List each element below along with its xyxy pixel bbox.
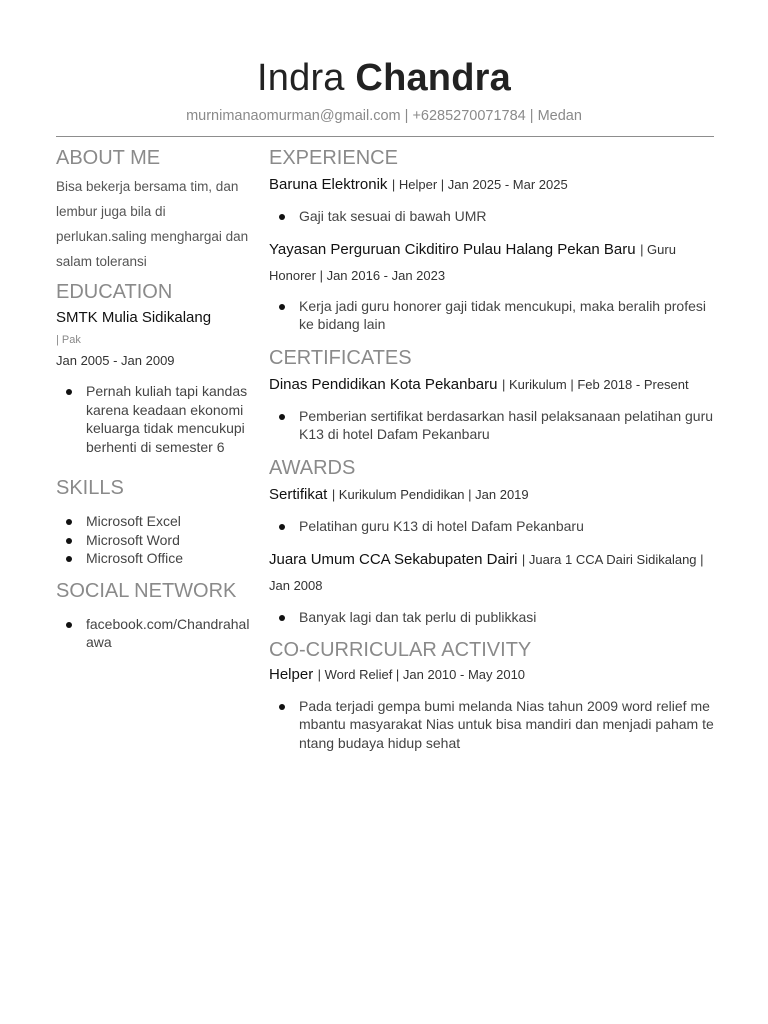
section-title-education: EDUCATION <box>56 281 173 303</box>
section-title-social: SOCIAL NETWORK <box>56 579 237 602</box>
experience-section <box>269 146 715 334</box>
section-title-skills: SKILLS <box>56 477 124 499</box>
social-section <box>56 579 256 652</box>
list-item: Pelatihan guru K13 di hotel Dafam Pekanbaru <box>269 517 715 536</box>
social-list <box>56 615 256 652</box>
contact-line: murnimanaomurman@gmail.com | +6285270071784 | Medan <box>186 108 582 124</box>
list-item: Microsoft Word <box>56 531 256 550</box>
entry-bullets <box>269 207 715 226</box>
skills-section <box>56 476 256 568</box>
entry-org: Yayasan Perguruan Cikditiro Pulau Halang Pekan Baru <box>269 240 636 258</box>
experience-entry <box>269 237 715 289</box>
list-item: Gaji tak sesuai di bawah UMR <box>269 207 715 226</box>
entry-meta: | Word Relief | Jan 2010 - May 2010 <box>317 666 526 682</box>
list-item: Banyak lagi dan tak perlu di publikkasi <box>269 608 715 627</box>
entry-meta: | Kurikulum Pendidikan | Jan 2019 <box>331 486 529 502</box>
about-section <box>56 146 256 274</box>
education-dates: Jan 2005 - Jan 2009 <box>56 353 175 368</box>
entry-org: Juara Umum CCA Sekabupaten Dairi <box>269 551 518 568</box>
section-title-about: ABOUT ME <box>56 147 161 169</box>
award-entry <box>269 484 715 505</box>
education-bullets <box>56 382 256 456</box>
right-column <box>269 146 715 752</box>
candidate-name <box>0 56 768 100</box>
section-title-cocurricular: CO-CURRICULAR ACTIVITY <box>269 638 532 661</box>
education-note: | Pak <box>56 334 81 346</box>
entry-meta: | Juara 1 CCA Dairi Sidikalang | Jan 2008 <box>269 552 704 593</box>
entry-meta: | Guru Honorer | Jan 2016 - Jan 2023 <box>269 241 676 283</box>
first-name: Indra <box>257 57 345 99</box>
list-item: Kerja jadi guru honorer gaji tidak mencukupi, maka beralih profesi ke bidang lain <box>269 297 715 334</box>
list-item: Pernah kuliah tapi kandas karena keadaan ekonomi keluarga tidak mencukupi berhenti di semester 6 <box>56 382 256 456</box>
section-title-certificates: CERTIFICATES <box>269 346 412 369</box>
entry-bullets <box>269 297 715 334</box>
resume-header <box>0 56 768 124</box>
certificate-entry <box>269 372 715 398</box>
header-divider <box>56 136 714 137</box>
entry-meta: | Helper | Jan 2025 - Mar 2025 <box>391 177 568 192</box>
list-item: Microsoft Excel <box>56 512 256 531</box>
entry-bullets <box>269 608 715 627</box>
entry-org: Sertifikat <box>269 485 328 503</box>
education-school: SMTK Mulia Sidikalang <box>56 309 212 326</box>
awards-section <box>269 456 715 627</box>
last-name: Chandra <box>355 57 511 99</box>
list-item: Pemberian sertifikat berdasarkan hasil pelaksanaan pelatihan guru K13 di hotel Dafam Pekanbaru <box>269 407 715 444</box>
left-column <box>56 146 256 652</box>
entry-org: Helper <box>269 665 314 683</box>
entry-bullets <box>269 517 715 536</box>
section-title-experience: EXPERIENCE <box>269 147 398 169</box>
certificates-section <box>269 346 715 444</box>
award-entry <box>269 547 715 599</box>
entry-meta: | Kurikulum | Feb 2018 - Present <box>501 376 689 392</box>
education-section <box>56 280 256 456</box>
entry-org: Dinas Pendidikan Kota Pekanbaru <box>269 375 498 393</box>
entry-org: Baruna Elektronik <box>269 176 388 193</box>
about-text: Bisa bekerja bersama tim, dan lembur juga bila di perlukan.saling menghargai dan salam toleransi <box>56 179 249 269</box>
cocurricular-section <box>269 638 715 753</box>
list-item: Microsoft Office <box>56 549 256 568</box>
list-item: Pada terjadi gempa bumi melanda Nias tahun 2009 word relief membantu masyarakat Nias untuk bisa mandiri dan menjadi paham tentang budaya hidup sehat <box>269 697 715 753</box>
social-link[interactable]: facebook.com/Chandrahalawa <box>56 615 256 652</box>
cocurricular-entry <box>269 664 715 685</box>
skills-list <box>56 512 256 568</box>
entry-bullets <box>269 697 715 753</box>
entry-bullets <box>269 407 715 444</box>
section-title-awards: AWARDS <box>269 456 356 479</box>
experience-entry <box>269 174 715 195</box>
